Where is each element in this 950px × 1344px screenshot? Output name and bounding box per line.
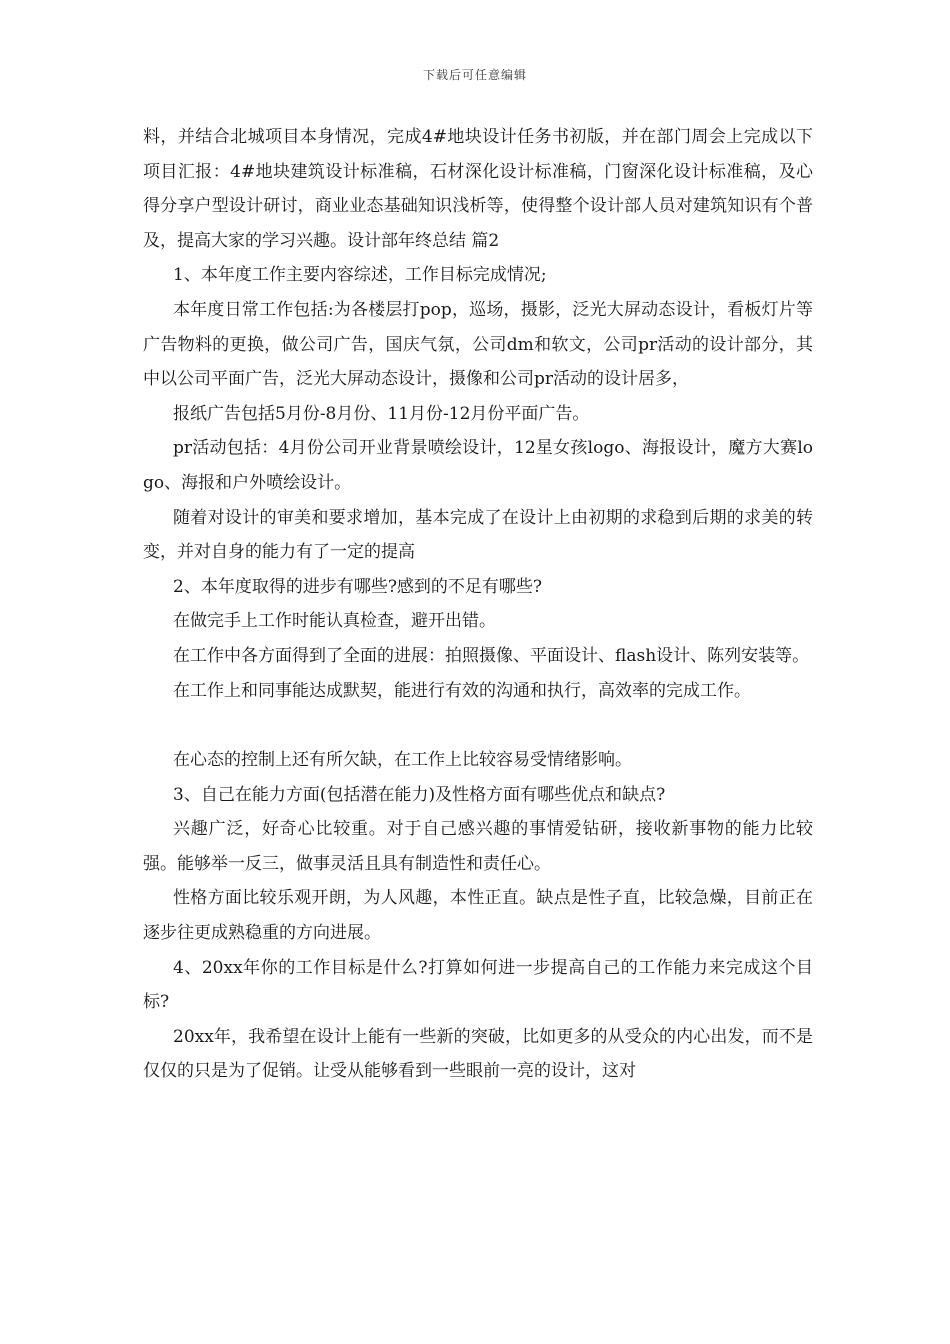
paragraph-1: 料，并结合北城项目本身情况，完成4#地块设计任务书初版，并在部门周会上完成以下项目汇报：4#地块建筑设计标准稿，石材深化设计标准稿，门窗深化设计标准稿，及心得分享户型设计研讨，商业业态基础知识浅析等，使得整个设计部人员对建筑知识有个普及，提高大家的学习兴趣。设计部年终总结 篇2 [143,127,813,251]
paragraph-16: 20xx年，我希望在设计上能有一些新的突破，比如更多的从受众的内心出发，而不是仅仅的只是为了促销。让受从能够看到一些眼前一亮的设计，这对 [143,1026,813,1082]
paragraph-7: 2、本年度取得的进步有哪些?感到的不足有哪些? [173,576,543,597]
blank-line [143,708,813,743]
paragraph-12: 3、自己在能力方面(包括潜在能力)及性格方面有哪些优点和缺点? [173,784,666,805]
paragraph-9: 在工作中各方面得到了全面的进展：拍照摄像、平面设计、flash设计、陈列安装等。 [173,645,810,666]
paragraph-13: 兴趣广泛，好奇心比较重。对于自己感兴趣的事情爱钻研，接收新事物的能力比较强。能够举一反三，做事灵活且具有制造性和责任心。 [143,819,813,874]
paragraph-6: 随着对设计的审美和要求增加，基本完成了在设计上由初期的求稳到后期的求美的转变，并对自身的能力有了一定的提高 [143,507,813,563]
page-header: 下载后可任意编辑 [422,68,527,82]
paragraph-14: 性格方面比较乐观开朗，为人风趣，本性正直。缺点是性子直，比较急燥，目前正在逐步往更成熟稳重的方向进展。 [143,888,813,944]
paragraph-5: pr活动包括：4月份公司开业背景喷绘设计，12星女孩logo、海报设计，魔方大赛logo、海报和户外喷绘设计。 [143,438,813,493]
paragraph-3: 本年度日常工作包括:为各楼层打pop，巡场，摄影，泛光大屏动态设计，看板灯片等广告物料的更换，做公司广告，国庆气氛，公司dm和软文，公司pr活动的设计部分，其中以公司平面广告，泛光大屏动态设计，摄像和公司pr活动的设计居多， [143,299,813,390]
paragraph-2: 1、本年度工作主要内容综述，工作目标完成情况; [173,265,547,286]
paragraph-11: 在心态的控制上还有所欠缺，在工作上比较容易受情绪影响。 [173,750,632,771]
paragraph-10: 在工作上和同事能达成默契，能进行有效的沟通和执行，高效率的完成工作。 [173,680,751,701]
document-body [143,120,813,1089]
paragraph-8: 在做完手上工作时能认真检查，避开出错。 [173,611,496,632]
paragraph-15: 4、20xx年你的工作目标是什么?打算如何进一步提高自己的工作能力来完成这个目标? [143,957,813,1013]
paragraph-4: 报纸广告包括5月份-8月份、11月份-12月份平面广告。 [173,403,590,424]
